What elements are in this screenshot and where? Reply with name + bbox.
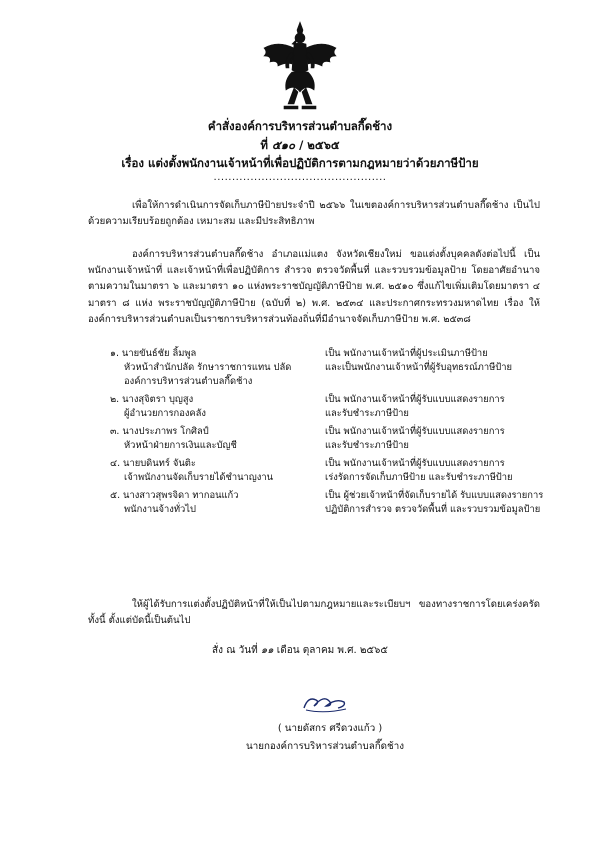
staff-list <box>110 347 550 521</box>
staff-item <box>110 425 550 453</box>
paragraph-effective <box>88 597 540 629</box>
staff-duty-detail: และเป็นพนักงานเจ้าหน้าที่ผู้รับอุทธรณ์ภาษีป้าย <box>325 362 512 373</box>
paragraph-authority <box>88 247 540 328</box>
staff-duty-detail: และรับชำระภาษีป้าย <box>325 440 409 451</box>
staff-position: พนักงานจ้างทั่วไป <box>124 504 196 515</box>
separator: ............................................... <box>213 172 387 183</box>
order-number: ๕๑๐ <box>272 138 296 152</box>
paragraph-purpose-text: เพื่อให้การดำเนินการจัดเก็บภาษีป้ายประจำปี ๒๕๖๖ ในเขตองค์การบริหารส่วนตำบลกี๊ดช้าง เป็นไปด้วยความเรียบร้อยถูกต้อง เหมาะสม และมีประสิทธิภาพ <box>88 200 540 228</box>
staff-duty-detail: ปฏิบัติการสำรวจ ตรวจวัดพื้นที่ และรวบรวมข้อมูลป้าย <box>325 504 541 515</box>
signed-suffix: เดือน ตุลาคม พ.ศ. ๒๕๖๕ <box>276 645 388 656</box>
signed-prefix: สั่ง ณ วันที่ <box>212 645 258 656</box>
staff-duty: เป็น พนักงานเจ้าหน้าที่ผู้ประเมินภาษีป้าย <box>325 348 488 359</box>
paragraph-purpose <box>88 198 540 230</box>
signed-day: ๑๑ <box>260 645 274 656</box>
staff-position: เจ้าพนักงานจัดเก็บรายได้ชำนาญงาน <box>124 472 274 483</box>
staff-duty: เป็น พนักงานเจ้าหน้าที่ผู้รับแบบแสดงรายการ <box>325 394 505 405</box>
staff-position: หัวหน้าฝ่ายการเงินและบัญชี <box>124 440 237 451</box>
order-number-line <box>0 137 600 155</box>
staff-name: ๒. นางสุจิตรา บุญสูง <box>110 394 194 405</box>
order-title: คำสั่งองค์การบริหารส่วนตำบลกี๊ดช้าง <box>207 119 393 133</box>
staff-item <box>110 347 550 389</box>
signature-icon <box>300 690 350 716</box>
staff-name: ๕. นางสาวสุพรจิดา ทากอนแก้ว <box>110 490 239 501</box>
order-year: / ๒๕๖๕ <box>299 138 340 152</box>
staff-duty: เป็น พนักงานเจ้าหน้าที่ผู้รับแบบแสดงรายการ <box>325 426 505 437</box>
number-prefix: ที่ <box>260 138 269 152</box>
paragraph-effective-text: ให้ผู้ได้รับการแต่งตั้งปฏิบัติหน้าที่ให้เป็นไปตามกฎหมายและระเบียบฯ ของทางราชการโดยเคร่งครัด ทั้งนี้ ตั้งแต่บัดนี้เป็นต้นไป <box>88 599 540 627</box>
subject-line <box>0 155 600 173</box>
garuda-emblem-icon <box>258 18 342 112</box>
staff-duty: เป็น ผู้ช่วยเจ้าหน้าที่จัดเก็บรายได้ รับแบบแสดงรายการ <box>325 490 544 501</box>
staff-name: ๑. นายขันธ์ชัย ลิ้มพูล <box>110 348 197 359</box>
signer-name: ( นายดัสกร ศรีดวงแก้ว ) <box>277 723 383 734</box>
staff-item <box>110 457 550 485</box>
staff-item <box>110 489 550 517</box>
signed-date-line <box>0 643 600 658</box>
staff-name: ๓. นางประภาพร โกศิลป์ <box>110 426 209 437</box>
staff-duty: เป็น พนักงานเจ้าหน้าที่ผู้รับแบบแสดงรายการ <box>325 458 505 469</box>
staff-duty-detail: เร่งรัดการจัดเก็บภาษีป้าย และรับชำระภาษีป้าย <box>325 472 513 483</box>
staff-item <box>110 393 550 421</box>
staff-duty-detail: และรับชำระภาษีป้าย <box>325 408 409 419</box>
subject-text: แต่งตั้งพนักงานเจ้าหน้าที่เพื่อปฏิบัติการตามกฎหมายว่าด้วยภาษีป้าย <box>148 156 479 170</box>
signer-position: นายกองค์การบริหารส่วนตำบลกี๊ดช้าง <box>246 741 404 752</box>
subject-label: เรื่อง <box>121 156 145 170</box>
staff-position: หัวหน้าสำนักปลัด รักษาราชการแทน ปลัดองค์การบริหารส่วนตำบลกี๊ดช้าง <box>124 362 292 387</box>
staff-position: ผู้อำนวยการกองคลัง <box>124 408 207 419</box>
paragraph-authority-text: องค์การบริหารส่วนตำบลกี๊ดช้าง อำเภอแม่แตง จังหวัดเชียงใหม่ ขอแต่งตั้งบุคคลดังต่อไปนี้ เป็นพนักงานเจ้าหน้าที่ และเจ้าหน้าที่เพื่อปฏิบัติการ สำรวจ ตรวจวัดพื้นที่ และรวบรวมข้อมูลป้าย โดยอาศัยอำนาจตามความในมาตรา ๖ และมาตรา ๑๐ แห่งพระราชบัญญัติภาษีป้าย พ.ศ. ๒๕๑๐ ซึ่งแก้ไขเพิ่มเติมโดยมาตรา ๔ มาตรา ๘ แห่ง พระราชบัญญัติภาษีป้าย (ฉบับที่ ๒) พ.ศ. ๒๕๓๔ และประกาศกระทรวงมหาดไทย เรื่อง ให้องค์การบริหารส่วนตำบลเป็นราชการบริหารส่วนท้องถิ่นที่มีอำนาจจัดเก็บภาษีป้าย พ.ศ. ๒๕๓๘ <box>88 249 540 325</box>
staff-name: ๔. นายบดินทร์ จันติะ <box>110 458 196 469</box>
